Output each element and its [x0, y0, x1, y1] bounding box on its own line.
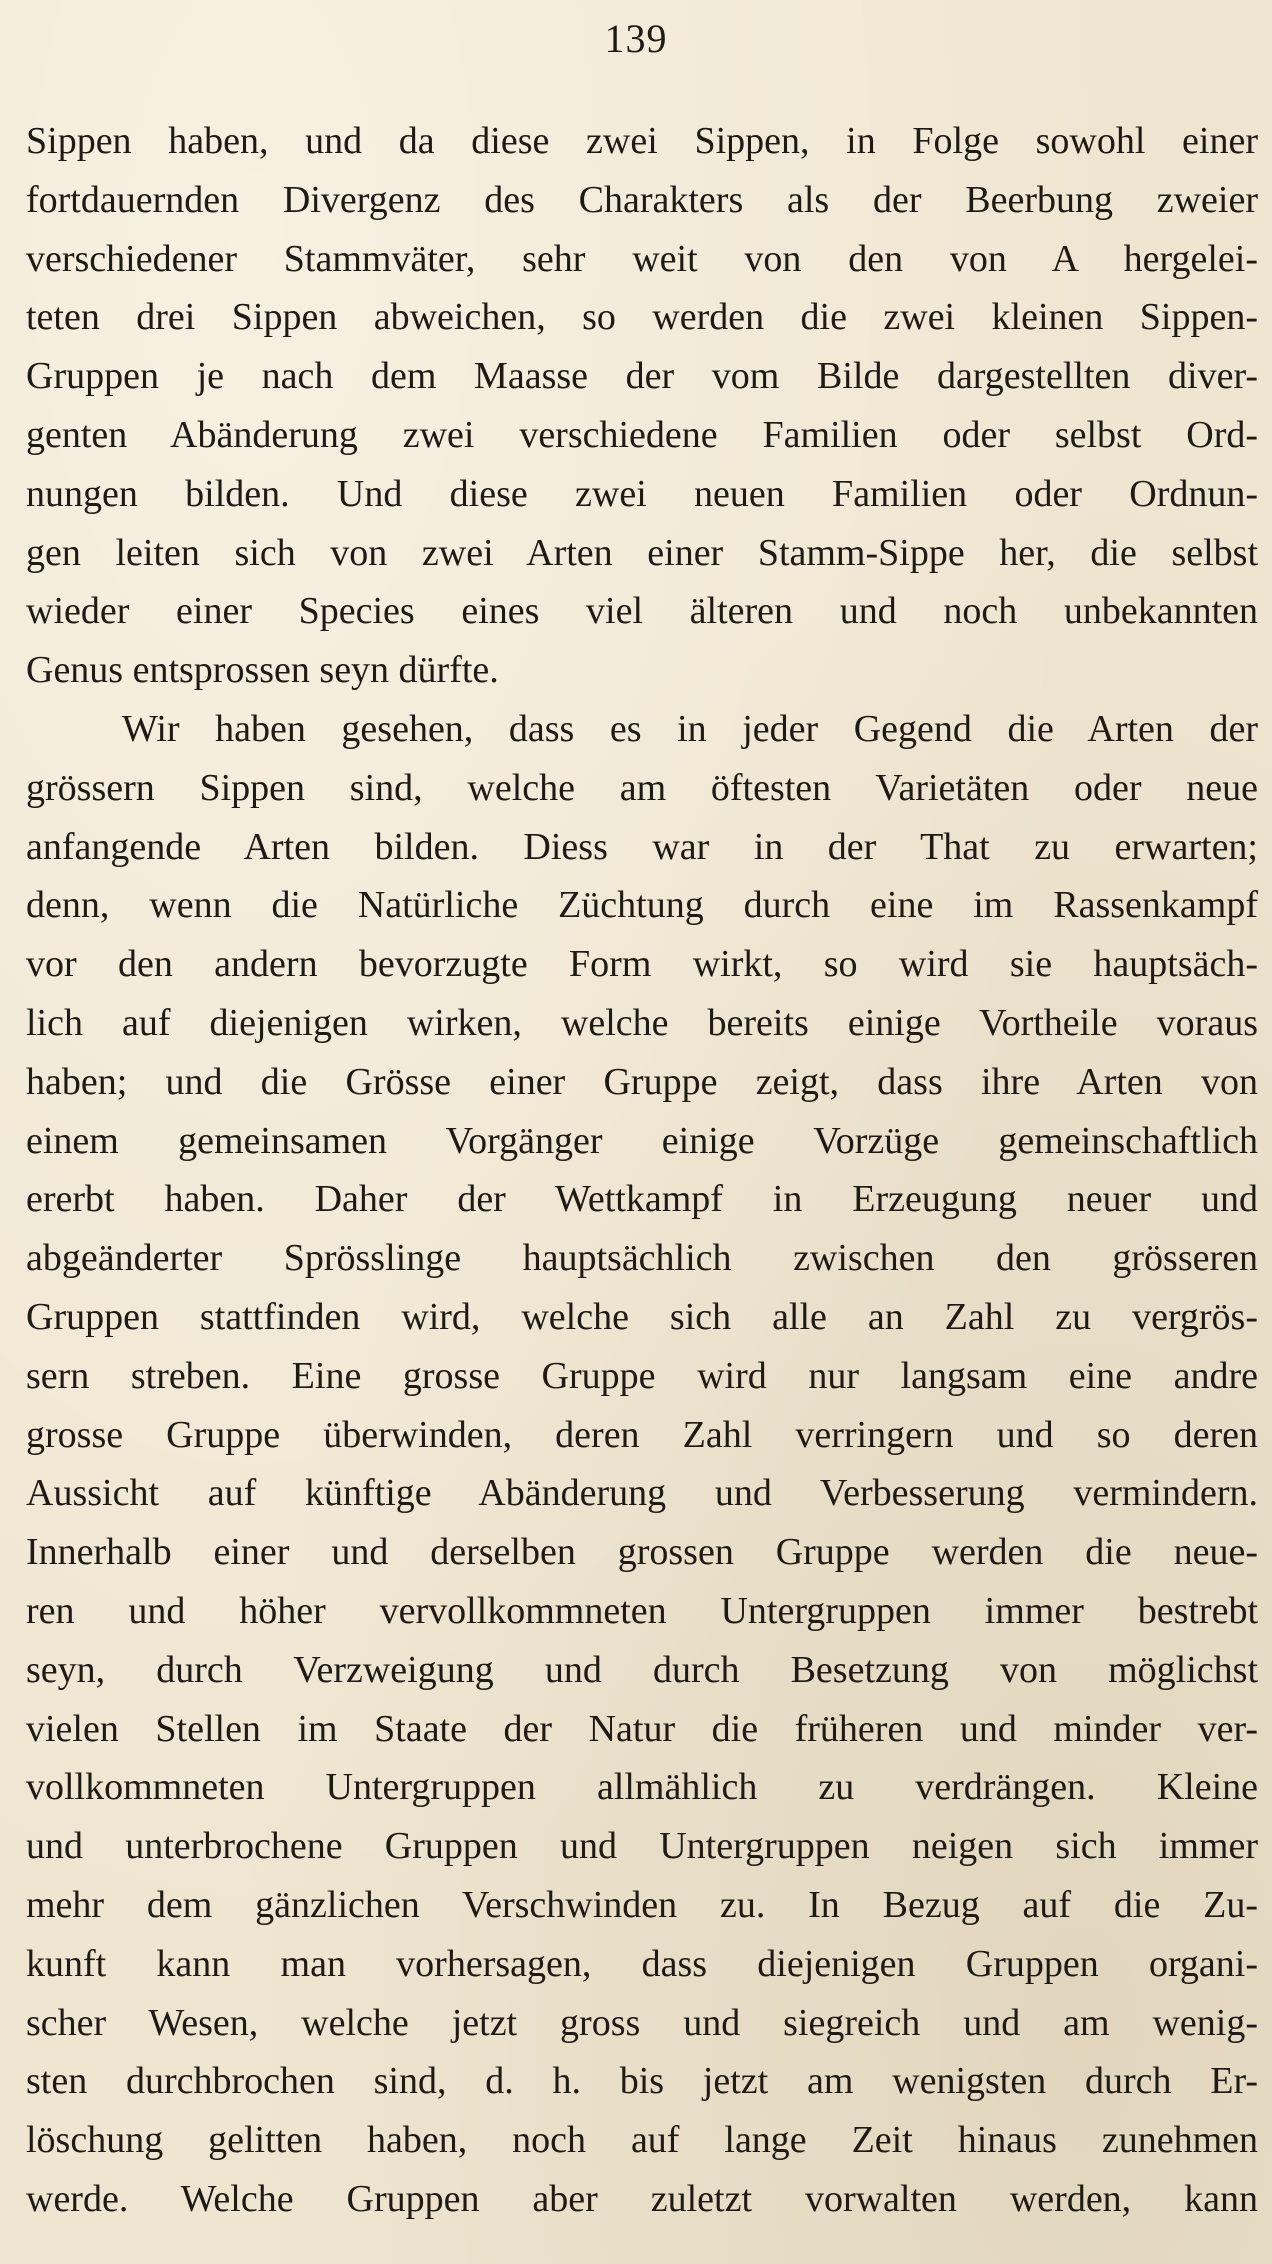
text-line: abgeänderter Sprösslinge hauptsächlich zwischen den grösseren — [26, 1237, 1258, 1280]
text-line: vollkommneten Untergruppen allmählich zu verdrängen. Kleine — [26, 1766, 1258, 1809]
text-line: genten Abänderung zwei verschiedene Familien oder selbst Ord- — [26, 413, 1258, 456]
text-line: ererbt haben. Daher der Wettkampf in Erzeugung neuer und — [26, 1178, 1258, 1221]
text-line: denn, wenn die Natürliche Züchtung durch eine im Rassenkampf — [26, 884, 1258, 927]
text-line: kunft kann man vorhersagen, dass diejenigen Gruppen organi- — [26, 1942, 1258, 1985]
text-line: werde. Welche Gruppen aber zuletzt vorwalten werden, kann — [26, 2177, 1258, 2220]
text-line: teten drei Sippen abweichen, so werden die zwei kleinen Sippen- — [26, 296, 1258, 339]
text-line: anfangende Arten bilden. Diess war in der That zu erwarten; — [26, 825, 1258, 868]
page-number: 139 — [604, 16, 668, 61]
text-line: gen leiten sich von zwei Arten einer Stamm-Sippe her, die selbst — [26, 531, 1258, 574]
text-line: sten durchbrochen sind, d. h. bis jetzt am wenigsten durch Er- — [26, 2060, 1258, 2103]
text-line: Aussicht auf künftige Abänderung und Verbesserung vermindern. — [26, 1472, 1258, 1515]
paragraph-start-line: Wir haben gesehen, dass es in jeder Gegend die Arten der — [122, 707, 1258, 750]
text-line: Innerhalb einer und derselben grossen Gruppe werden die neue- — [26, 1531, 1258, 1574]
text-line: einem gemeinsamen Vorgänger einige Vorzüge gemeinschaftlich — [26, 1119, 1258, 1162]
text-line: verschiedener Stammväter, sehr weit von den von A hergelei- — [26, 237, 1258, 280]
text-line: vor den andern bevorzugte Form wirkt, so wird sie hauptsäch- — [26, 943, 1258, 986]
text-line: seyn, durch Verzweigung und durch Besetzung von möglichst — [26, 1648, 1258, 1691]
text-line: wieder einer Species eines viel älteren und noch unbekannten — [26, 590, 1258, 633]
text-line: nungen bilden. Und diese zwei neuen Familien oder Ordnun- — [26, 472, 1258, 515]
text-line: grosse Gruppe überwinden, deren Zahl verringern und so deren — [26, 1413, 1258, 1456]
text-line: und unterbrochene Gruppen und Untergruppen neigen sich immer — [26, 1825, 1258, 1868]
text-line: Gruppen stattfinden wird, welche sich alle an Zahl zu vergrös- — [26, 1295, 1258, 1338]
text-line: haben; und die Grösse einer Gruppe zeigt, dass ihre Arten von — [26, 1060, 1258, 1103]
text-line: lich auf diejenigen wirken, welche bereits einige Vortheile voraus — [26, 1001, 1258, 1044]
paragraph-end-line: Genus entsprossen seyn dürfte. — [26, 649, 499, 692]
text-line: vielen Stellen im Staate der Natur die früheren und minder ver- — [26, 1707, 1258, 1750]
text-line: scher Wesen, welche jetzt gross und siegreich und am wenig- — [26, 2001, 1258, 2044]
body-text — [26, 112, 1258, 2229]
text-line: Gruppen je nach dem Maasse der vom Bilde dargestellten diver- — [26, 355, 1258, 398]
text-line: mehr dem gänzlichen Verschwinden zu. In Bezug auf die Zu- — [26, 1883, 1258, 1926]
text-line: grössern Sippen sind, welche am öftesten Varietäten oder neue — [26, 766, 1258, 809]
text-line: löschung gelitten haben, noch auf lange Zeit hinaus zunehmen — [26, 2119, 1258, 2162]
text-line: sern streben. Eine grosse Gruppe wird nur langsam eine andre — [26, 1354, 1258, 1397]
text-line: fortdauernden Divergenz des Charakters als der Beerbung zweier — [26, 178, 1258, 221]
text-line: ren und höher vervollkommneten Untergruppen immer bestrebt — [26, 1589, 1258, 1632]
text-line: Sippen haben, und da diese zwei Sippen, in Folge sowohl einer — [26, 120, 1258, 162]
